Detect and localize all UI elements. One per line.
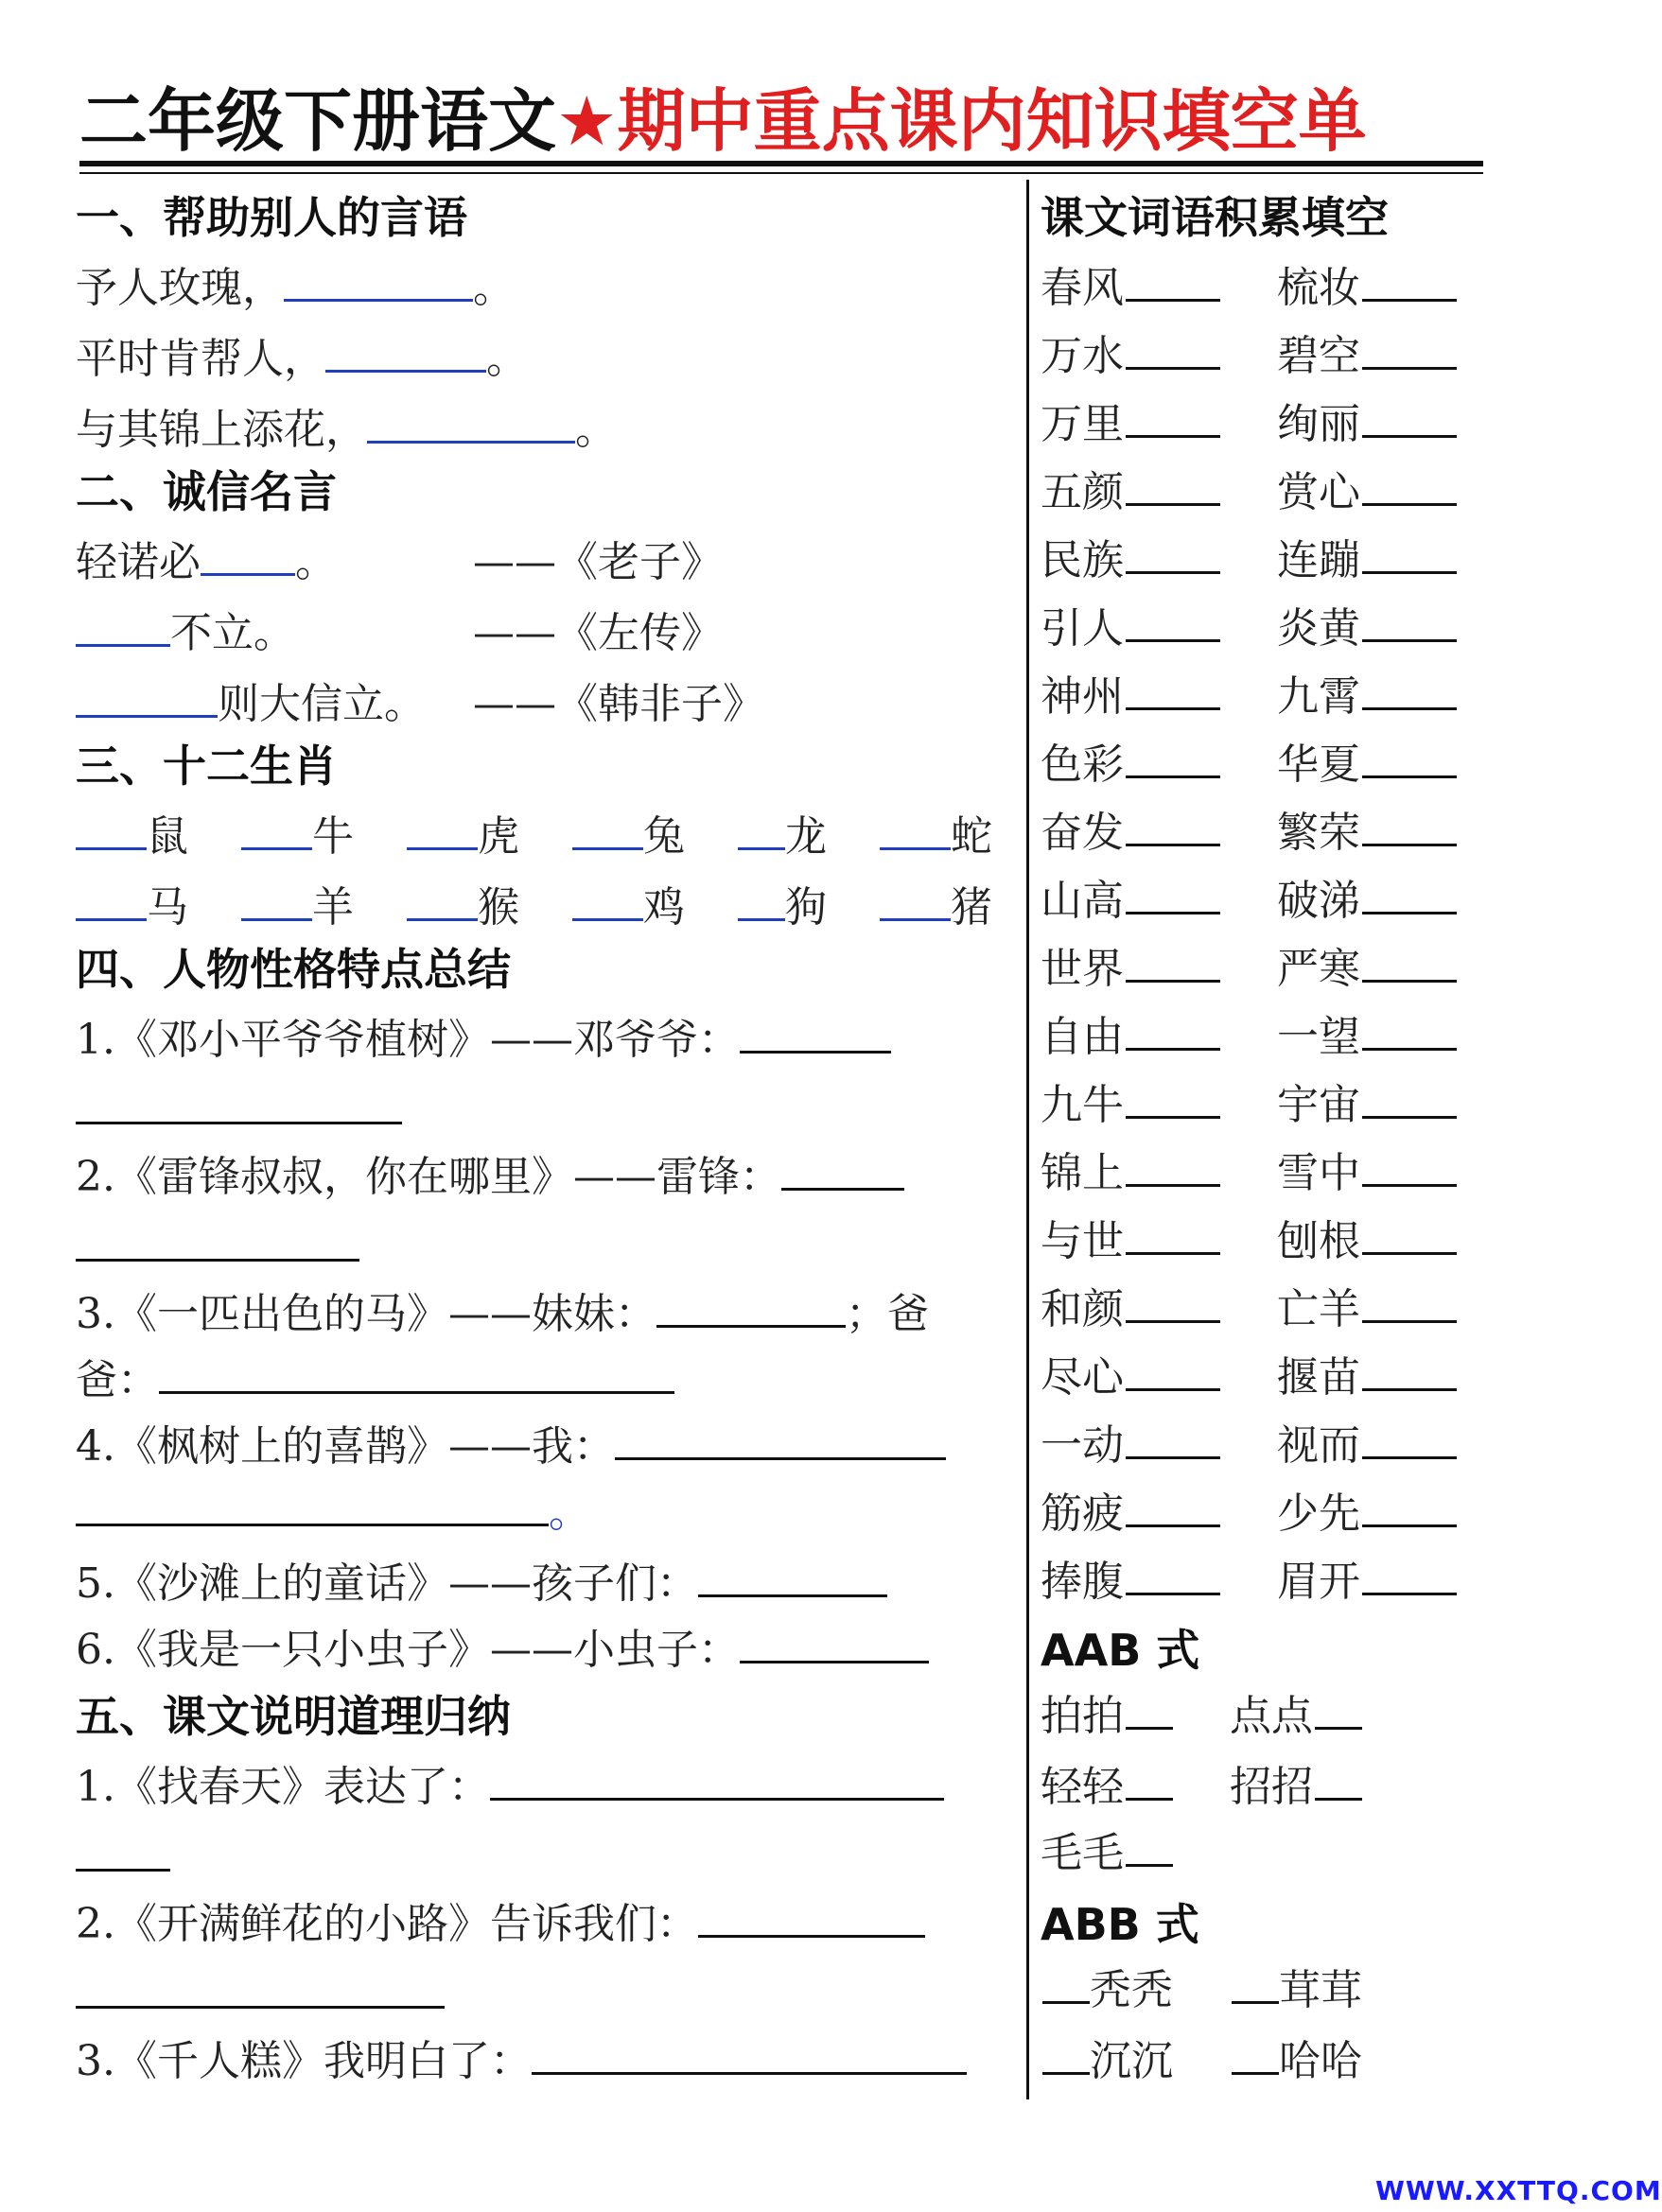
zodiac-item bbox=[407, 880, 519, 936]
zodiac-item bbox=[241, 809, 354, 865]
section1-heading: 一、帮助别人的言语 bbox=[76, 192, 467, 243]
fill-blank[interactable] bbox=[76, 610, 170, 647]
sec5-item1-text: 1.《找春天》表达了： bbox=[76, 1763, 490, 1811]
word-prompt: 万里 bbox=[1041, 400, 1124, 448]
fill-line[interactable] bbox=[1362, 741, 1457, 778]
fill-line[interactable] bbox=[698, 1560, 887, 1597]
sec4-item3-text2: ；爸 bbox=[845, 1290, 929, 1338]
sec2-source2: ——《左传》 bbox=[473, 609, 723, 657]
word-pair-item bbox=[1041, 1418, 1220, 1474]
zodiac-label: 虎 bbox=[478, 812, 519, 861]
word-prompt: 春风 bbox=[1041, 264, 1124, 312]
sec4-item4 bbox=[76, 1419, 946, 1475]
word-prompt: 和颜 bbox=[1041, 1285, 1124, 1333]
sec4-item6-text: 6.《我是一只小虫子》——小虫子： bbox=[76, 1626, 740, 1674]
fill-line[interactable] bbox=[656, 1291, 846, 1328]
word-pair-item bbox=[1041, 601, 1220, 657]
zodiac-label: 鸡 bbox=[643, 883, 685, 932]
zodiac-item bbox=[738, 880, 827, 936]
word-prompt: 碧空 bbox=[1277, 332, 1360, 380]
sec1-line1-end: 。 bbox=[473, 264, 515, 312]
aab-word: 轻轻 bbox=[1041, 1763, 1124, 1811]
word-prompt: 五颜 bbox=[1041, 468, 1124, 516]
sec2-line1 bbox=[76, 534, 337, 591]
aab-word: 拍拍 bbox=[1041, 1692, 1124, 1740]
word-pair-item bbox=[1277, 1350, 1457, 1406]
word-prompt: 自由 bbox=[1041, 1013, 1124, 1061]
word-pair-item bbox=[1041, 1009, 1220, 1066]
fill-blank[interactable] bbox=[201, 539, 295, 576]
fill-line[interactable] bbox=[1126, 1490, 1220, 1527]
sec4-item1 bbox=[76, 1012, 891, 1069]
sec4-item4-text: 4.《枫树上的喜鹊》——我： bbox=[76, 1422, 615, 1471]
word-prompt: 严寒 bbox=[1277, 945, 1360, 993]
section2-heading: 二、诚信名言 bbox=[76, 466, 337, 517]
fill-line[interactable] bbox=[1362, 878, 1457, 914]
word-pair-item bbox=[1041, 805, 1220, 862]
word-pair-item bbox=[1041, 1486, 1220, 1542]
sec2-source3: ——《韩非子》 bbox=[473, 680, 764, 728]
fill-line[interactable] bbox=[1126, 333, 1220, 370]
site-watermark: WWW.XXTTQ.COM bbox=[1375, 2175, 1662, 2206]
word-pair-item bbox=[1277, 873, 1457, 930]
word-prompt: 繁荣 bbox=[1277, 809, 1360, 857]
sec5-item1 bbox=[76, 1759, 944, 1816]
fill-line[interactable] bbox=[76, 1088, 402, 1124]
fill-line[interactable] bbox=[1362, 333, 1457, 370]
word-pair-item bbox=[1277, 1145, 1457, 1202]
word-prompt: 尽心 bbox=[1041, 1353, 1124, 1402]
fill-blank[interactable] bbox=[880, 884, 951, 921]
word-pair-item bbox=[1277, 260, 1457, 317]
zodiac-item bbox=[738, 809, 827, 865]
word-pair-item bbox=[1041, 396, 1220, 453]
word-pair-item bbox=[1277, 1009, 1457, 1066]
fill-line[interactable] bbox=[1362, 1559, 1457, 1595]
sec1-line3-end: 。 bbox=[575, 406, 617, 454]
zodiac-label: 马 bbox=[147, 883, 188, 932]
fill-line[interactable] bbox=[532, 2038, 967, 2075]
word-pair-item bbox=[1277, 532, 1457, 589]
sec1-line2-text: 平时肯帮人， bbox=[76, 335, 325, 383]
fill-line[interactable] bbox=[1126, 1559, 1220, 1595]
fill-line[interactable] bbox=[1362, 1490, 1457, 1527]
column-divider bbox=[1026, 180, 1029, 2099]
fill-blank[interactable] bbox=[367, 407, 575, 444]
word-prompt: 华夏 bbox=[1277, 740, 1360, 789]
word-pair-item bbox=[1041, 1350, 1220, 1406]
fill-line[interactable] bbox=[159, 1357, 674, 1394]
title-main: 二年级下册语文 bbox=[79, 81, 557, 161]
word-prompt: 九霄 bbox=[1277, 672, 1360, 721]
fill-blank[interactable] bbox=[572, 813, 643, 850]
sec1-line2 bbox=[76, 331, 528, 388]
fill-line[interactable] bbox=[1126, 1693, 1173, 1730]
word-pair-item bbox=[1277, 1418, 1457, 1474]
zodiac-label: 兔 bbox=[643, 812, 685, 861]
fill-line[interactable] bbox=[1126, 810, 1220, 846]
sec1-line3-text: 与其锦上添花， bbox=[76, 406, 367, 454]
title-highlight: 期中重点课内知识填空单 bbox=[617, 81, 1367, 161]
sec2-source1: ——《老子》 bbox=[473, 538, 723, 586]
sec4-item5-text: 5.《沙滩上的童话》——孩子们： bbox=[76, 1559, 698, 1608]
fill-line[interactable] bbox=[1232, 1967, 1279, 2004]
word-prompt: 万水 bbox=[1041, 332, 1124, 380]
word-pair-item bbox=[1041, 941, 1220, 998]
word-prompt: 世界 bbox=[1041, 945, 1124, 993]
fill-line[interactable] bbox=[781, 1154, 904, 1191]
fill-line[interactable] bbox=[1362, 1218, 1457, 1255]
fill-line[interactable] bbox=[1362, 401, 1457, 438]
word-prompt: 一望 bbox=[1277, 1013, 1360, 1061]
word-prompt: 九牛 bbox=[1041, 1081, 1124, 1129]
fill-blank[interactable] bbox=[738, 884, 785, 921]
abb-item bbox=[1041, 2033, 1173, 2090]
aab-word: 招招 bbox=[1230, 1763, 1313, 1811]
fill-blank[interactable] bbox=[325, 336, 486, 373]
fill-line[interactable] bbox=[1362, 1422, 1457, 1459]
word-pair-item bbox=[1277, 669, 1457, 725]
fill-line[interactable] bbox=[1126, 1354, 1220, 1391]
word-pair-item bbox=[1041, 464, 1220, 521]
word-prompt: 绚丽 bbox=[1277, 400, 1360, 448]
zodiac-label: 牛 bbox=[312, 812, 354, 861]
fill-line[interactable] bbox=[1126, 1764, 1173, 1801]
fill-line[interactable] bbox=[1126, 401, 1220, 438]
sec5-item2-text: 2.《开满鲜花的小路》告诉我们： bbox=[76, 1900, 698, 1948]
zodiac-label: 猴 bbox=[478, 883, 519, 932]
sec4-item3-text: 3.《一匹出色的马》——妹妹： bbox=[76, 1290, 656, 1338]
fill-line[interactable] bbox=[1315, 1764, 1362, 1801]
word-pair-item bbox=[1277, 328, 1457, 385]
abb-heading: ABB 式 bbox=[1041, 1899, 1199, 1950]
fill-blank[interactable] bbox=[572, 884, 643, 921]
word-pair-item bbox=[1277, 601, 1457, 657]
sec2-line1-end: 。 bbox=[295, 538, 337, 586]
word-prompt: 眉开 bbox=[1277, 1558, 1360, 1606]
word-pair-item bbox=[1041, 737, 1220, 793]
word-pair-item bbox=[1041, 1281, 1220, 1338]
word-prompt: 锦上 bbox=[1041, 1149, 1124, 1197]
abb-word: 秃秃 bbox=[1090, 1966, 1173, 2014]
fill-line[interactable] bbox=[1126, 1082, 1220, 1119]
fill-line[interactable] bbox=[1362, 469, 1457, 506]
aab-word: 点点 bbox=[1230, 1692, 1313, 1740]
fill-line[interactable] bbox=[1362, 1014, 1457, 1051]
abb-word: 沉沉 bbox=[1090, 2037, 1173, 2085]
title-rule-thin bbox=[79, 172, 1483, 174]
sec4-item3 bbox=[76, 1286, 929, 1343]
sec1-line2-end: 。 bbox=[486, 335, 528, 383]
sec5-item1-cont bbox=[76, 1830, 170, 1887]
word-prompt: 捧腹 bbox=[1041, 1558, 1124, 1606]
zodiac-label: 猪 bbox=[951, 883, 992, 932]
aab-item bbox=[1041, 1825, 1173, 1882]
abb-word: 哈哈 bbox=[1279, 2037, 1362, 2085]
section3-heading: 三、十二生肖 bbox=[76, 740, 337, 792]
sec4-item2-text: 2.《雷锋叔叔，你在哪里》——雷锋： bbox=[76, 1153, 781, 1201]
zodiac-label: 羊 bbox=[312, 883, 354, 932]
sec4-item1-cont bbox=[76, 1083, 402, 1140]
sec1-line3 bbox=[76, 402, 617, 459]
fill-line[interactable] bbox=[1126, 537, 1220, 574]
fill-line[interactable] bbox=[1315, 1693, 1362, 1730]
fill-blank[interactable] bbox=[407, 884, 478, 921]
word-prompt: 亡羊 bbox=[1277, 1285, 1360, 1333]
word-pair-item bbox=[1277, 1213, 1457, 1270]
word-prompt: 揠苗 bbox=[1277, 1353, 1360, 1402]
fill-line[interactable] bbox=[1042, 2038, 1090, 2075]
page-title bbox=[79, 74, 1498, 168]
fill-line[interactable] bbox=[1362, 1150, 1457, 1187]
fill-blank[interactable] bbox=[76, 681, 218, 718]
word-pair-item bbox=[1277, 737, 1457, 793]
sec5-item3-text: 3.《千人糕》我明白了： bbox=[76, 2037, 532, 2085]
fill-line[interactable] bbox=[615, 1423, 946, 1460]
aab-item bbox=[1041, 1759, 1173, 1816]
word-pair-item bbox=[1277, 1554, 1457, 1611]
fill-line[interactable] bbox=[1362, 673, 1457, 710]
zodiac-item bbox=[76, 880, 188, 936]
fill-line[interactable] bbox=[76, 1489, 549, 1526]
sec2-line2-text: 不立。 bbox=[170, 609, 295, 657]
word-pair-item bbox=[1041, 1077, 1220, 1134]
zodiac-item bbox=[407, 809, 519, 865]
fill-line[interactable] bbox=[1126, 1218, 1220, 1255]
fill-line[interactable] bbox=[1126, 605, 1220, 642]
aab-heading: AAB 式 bbox=[1041, 1625, 1200, 1676]
sec5-item3 bbox=[76, 2033, 967, 2090]
sec5-item2-cont bbox=[76, 1967, 445, 2024]
zodiac-label: 狗 bbox=[785, 883, 827, 932]
fill-line[interactable] bbox=[490, 1764, 944, 1801]
zodiac-item bbox=[241, 880, 354, 936]
zodiac-item bbox=[76, 809, 188, 865]
word-pair-item bbox=[1277, 1077, 1457, 1134]
fill-line[interactable] bbox=[1362, 265, 1457, 302]
zodiac-label: 蛇 bbox=[951, 812, 992, 861]
word-pair-item bbox=[1277, 941, 1457, 998]
word-prompt: 宇宙 bbox=[1277, 1081, 1360, 1129]
fill-line[interactable] bbox=[1126, 673, 1220, 710]
word-pair-item bbox=[1277, 1486, 1457, 1542]
fill-line[interactable] bbox=[1362, 1354, 1457, 1391]
sec4-item4-cont bbox=[76, 1485, 590, 1541]
fill-line[interactable] bbox=[1232, 2038, 1279, 2075]
word-prompt: 刨根 bbox=[1277, 1217, 1360, 1265]
word-prompt: 筋疲 bbox=[1041, 1489, 1124, 1538]
word-pair-item bbox=[1277, 396, 1457, 453]
word-pair-item bbox=[1277, 464, 1457, 521]
section5-heading: 五、课文说明道理归纳 bbox=[76, 1691, 511, 1742]
fill-line[interactable] bbox=[1042, 1967, 1090, 2004]
word-pair-item bbox=[1041, 1554, 1220, 1611]
word-pair-item bbox=[1277, 1281, 1457, 1338]
fill-line[interactable] bbox=[1126, 946, 1220, 983]
fill-blank[interactable] bbox=[76, 813, 147, 850]
aab-item bbox=[1041, 1688, 1173, 1745]
fill-line[interactable] bbox=[1126, 469, 1220, 506]
fill-line[interactable] bbox=[1126, 265, 1220, 302]
abb-item bbox=[1230, 2033, 1362, 2090]
aab-item bbox=[1230, 1759, 1362, 1816]
word-prompt: 色彩 bbox=[1041, 740, 1124, 789]
fill-blank[interactable] bbox=[738, 813, 785, 850]
word-prompt: 雪中 bbox=[1277, 1149, 1360, 1197]
word-pair-item bbox=[1041, 873, 1220, 930]
abb-item bbox=[1230, 1962, 1362, 2019]
sec1-line1-text: 予人玫瑰， bbox=[76, 264, 284, 312]
zodiac-item bbox=[880, 880, 992, 936]
fill-line[interactable] bbox=[1362, 946, 1457, 983]
star-icon: ★ bbox=[556, 81, 618, 161]
fill-blank[interactable] bbox=[284, 265, 473, 302]
word-prompt: 一动 bbox=[1041, 1421, 1124, 1470]
sec4-item3-cont bbox=[76, 1352, 674, 1409]
word-prompt: 神州 bbox=[1041, 672, 1124, 721]
abb-word: 茸茸 bbox=[1279, 1966, 1362, 2014]
sec2-line3 bbox=[76, 676, 426, 733]
word-prompt: 连蹦 bbox=[1277, 536, 1360, 584]
fill-line[interactable] bbox=[1362, 1082, 1457, 1119]
sec4-item5 bbox=[76, 1556, 887, 1612]
sec2-line2 bbox=[76, 605, 295, 662]
zodiac-label: 龙 bbox=[785, 812, 827, 861]
fill-line[interactable] bbox=[1126, 1422, 1220, 1459]
word-prompt: 赏心 bbox=[1277, 468, 1360, 516]
fill-blank[interactable] bbox=[76, 884, 147, 921]
sec1-line1 bbox=[76, 260, 515, 317]
sec4-item2-cont bbox=[76, 1220, 359, 1277]
fill-line[interactable] bbox=[1126, 1150, 1220, 1187]
fill-blank[interactable] bbox=[880, 813, 951, 850]
word-pair-item bbox=[1041, 669, 1220, 725]
word-pair-item bbox=[1041, 532, 1220, 589]
word-prompt: 梳妆 bbox=[1277, 264, 1360, 312]
word-pair-item bbox=[1041, 328, 1220, 385]
fill-line[interactable] bbox=[1126, 1830, 1173, 1867]
fill-line[interactable] bbox=[1362, 810, 1457, 846]
sec5-item2 bbox=[76, 1896, 925, 1953]
word-prompt: 少先 bbox=[1277, 1489, 1360, 1538]
fill-line[interactable] bbox=[1126, 741, 1220, 778]
zodiac-item bbox=[572, 880, 685, 936]
fill-line[interactable] bbox=[698, 1901, 925, 1938]
sec4-item4-end: 。 bbox=[549, 1489, 590, 1537]
sec4-item6 bbox=[76, 1622, 929, 1679]
word-pair-item bbox=[1041, 1145, 1220, 1202]
word-pair-item bbox=[1041, 1213, 1220, 1270]
fill-line[interactable] bbox=[1126, 878, 1220, 914]
fill-line[interactable] bbox=[76, 1225, 359, 1262]
aab-word: 毛毛 bbox=[1041, 1829, 1124, 1877]
word-prompt: 民族 bbox=[1041, 536, 1124, 584]
word-prompt: 炎黄 bbox=[1277, 604, 1360, 653]
fill-line[interactable] bbox=[740, 1017, 891, 1054]
sec2-line3-text: 则大信立。 bbox=[218, 680, 426, 728]
word-prompt: 山高 bbox=[1041, 877, 1124, 925]
section4-heading: 四、人物性格特点总结 bbox=[76, 944, 511, 995]
right-heading: 课文词语积累填空 bbox=[1041, 192, 1389, 243]
word-prompt: 引人 bbox=[1041, 604, 1124, 653]
fill-line[interactable] bbox=[1126, 1286, 1220, 1323]
sec4-item2 bbox=[76, 1149, 904, 1206]
word-prompt: 奋发 bbox=[1041, 809, 1124, 857]
fill-blank[interactable] bbox=[241, 813, 312, 850]
fill-line[interactable] bbox=[1362, 605, 1457, 642]
fill-blank[interactable] bbox=[241, 884, 312, 921]
aab-item bbox=[1230, 1688, 1362, 1745]
zodiac-label: 鼠 bbox=[147, 812, 188, 861]
zodiac-item bbox=[880, 809, 992, 865]
fill-line[interactable] bbox=[1362, 537, 1457, 574]
fill-blank[interactable] bbox=[407, 813, 478, 850]
word-prompt: 与世 bbox=[1041, 1217, 1124, 1265]
word-pair-item bbox=[1041, 260, 1220, 317]
title-rule bbox=[79, 161, 1483, 166]
word-prompt: 视而 bbox=[1277, 1421, 1360, 1470]
word-pair-item bbox=[1277, 805, 1457, 862]
sec4-item3-text3: 爸： bbox=[76, 1356, 159, 1404]
abb-item bbox=[1041, 1962, 1173, 2019]
zodiac-item bbox=[572, 809, 685, 865]
sec2-line1-text: 轻诺必 bbox=[76, 538, 201, 586]
fill-line[interactable] bbox=[1362, 1286, 1457, 1323]
sec4-item1-text: 1.《邓小平爷爷植树》——邓爷爷： bbox=[76, 1016, 740, 1064]
fill-line[interactable] bbox=[740, 1627, 929, 1663]
fill-line[interactable] bbox=[76, 1835, 170, 1872]
fill-line[interactable] bbox=[76, 1972, 445, 2009]
fill-line[interactable] bbox=[1126, 1014, 1220, 1051]
word-prompt: 破涕 bbox=[1277, 877, 1360, 925]
